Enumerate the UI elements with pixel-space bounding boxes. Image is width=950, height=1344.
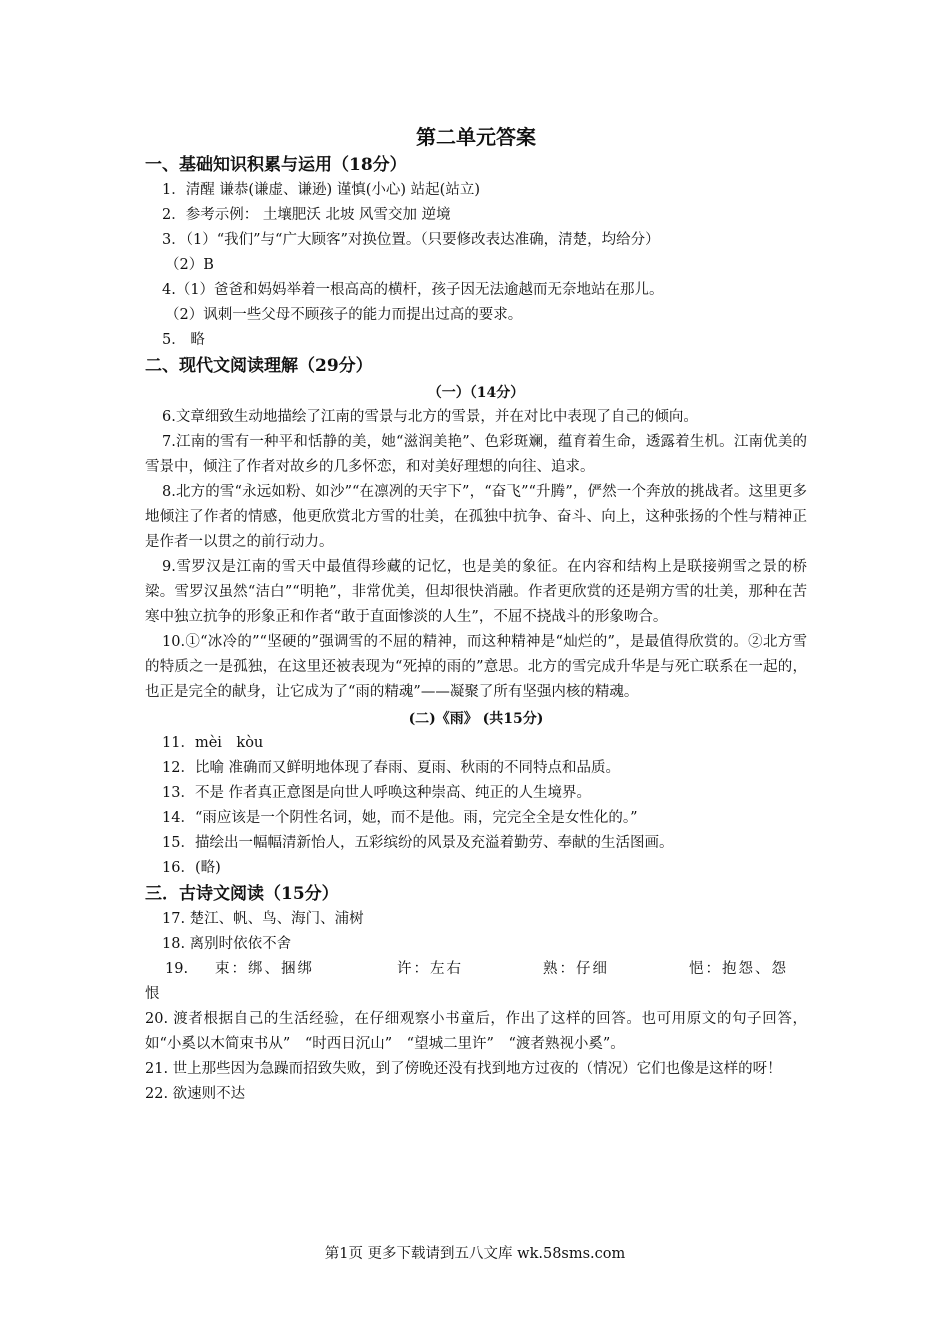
answer-4-1: 4.（1）爸爸和妈妈举着一根高高的横杆，孩子因无法逾越而无奈地站在那儿。: [162, 282, 664, 298]
answer-19-continuation: 恨: [145, 986, 160, 1002]
answer-10: 10.①“冰冷的”“坚硬的”强调雪的不屈的精神，而这种精神是“灿烂的”，是最值得欣赏的。②北方雪的特质之一是孤独，在这里还被表现为“死掉的雨的”意思。北方的雪完成升华是与死亡联系在一起的，也正是完全的献身，让它成为了“雨的精魂”——凝聚了所有坚强内核的精魂。: [145, 634, 807, 700]
section-heading-1: 一、基础知识积累与运用（18分）: [145, 155, 407, 175]
answer-6: 6.文章细致生动地描绘了江南的雪景与北方的雪景，并在对比中表现了自己的倾向。: [162, 409, 698, 425]
subsection-title-2: (二)《雨》 (共15分): [408, 711, 544, 727]
answer-19-item-d: 悒：抱怨、怨: [689, 961, 788, 977]
answer-21: 21. 世上那些因为急躁而招致失败，到了傍晚还没有找到地方过夜的（情况）它们也像是这样的呀！: [145, 1061, 782, 1077]
answer-7: 7.江南的雪有一种平和恬静的美，她“滋润美艳”、色彩斑斓，蕴育着生命，透露着生机。江南优美的雪景中，倾注了作者对故乡的几多怀恋，和对美好理想的向往、追求。: [145, 434, 807, 475]
answer-20: 20. 渡者根据自己的生活经验，在仔细观察小书童后，作出了这样的回答。也可用原文的句子回答，如“小奚以木简束书从” “时西日沉山” “望城二里许” “渡者熟视小奚”。: [145, 1011, 807, 1052]
answer-12: 12．比喻 准确而又鲜明地体现了春雨、夏雨、秋雨的不同特点和品质。: [162, 760, 621, 776]
answer-13: 13．不是 作者真正意图是向世人呼唤这种崇高、纯正的人生境界。: [162, 785, 592, 801]
answer-14: 14．“雨应该是一个阴性名词，她，而不是他。雨，完完全全是女性化的。”: [162, 810, 638, 826]
answer-9: 9.雪罗汉是江南的雪天中最值得珍藏的记忆，也是美的象征。在内容和结构上是联接朔雪之景的桥梁。雪罗汉虽然“洁白”“明艳”，非常优美，但却很快消融。作者更欣赏的还是朔方雪的壮美，那种在苦寒中独立抗争的形象正和作者“敢于直面惨淡的人生”，不屈不挠战斗的形象吻合。: [145, 559, 807, 625]
answer-19: [145, 957, 807, 982]
answer-2: 2．参考示例： 土壤肥沃 北坡 风雪交加 逆境: [162, 207, 451, 223]
answer-17: 17. 楚江、帆、鸟、海门、浦树: [162, 911, 364, 927]
answer-3-1: 3．（1）“我们”与“广大顾客”对换位置。（只要修改表达准确，清楚，均给分）: [162, 232, 660, 248]
subsection-title-1: （一）（14分）: [427, 385, 525, 401]
answer-16: 16．(略): [162, 860, 221, 876]
answer-18: 18. 离别时依依不舍: [162, 936, 292, 952]
answer-8: 8.北方的雪“永远如粉、如沙”“在凛冽的天宇下”，“奋飞”“升腾”，俨然一个奔放的挑战者。这里更多地倾注了作者的情感，他更欣赏北方雪的壮美，在孤独中抗争、奋斗、向上，这种张扬的个性与精神正是作者一以贯之的前行动力。: [145, 484, 807, 550]
page-footer: 第1页 更多下载请到五八文库 wk.58sms.com: [324, 1246, 626, 1262]
answer-4-2: （2）讽刺一些父母不顾孩子的能力而提出过高的要求。: [165, 307, 523, 323]
answer-11: 11．mèi kòu: [162, 735, 264, 751]
answer-19-item-c: 熟：仔细: [543, 961, 609, 977]
answer-15: 15．描绘出一幅幅清新怡人，五彩缤纷的风景及充溢着勤劳、奉献的生活图画。: [162, 835, 674, 851]
answer-1: 1．清醒 谦恭(谦虚、谦逊) 谨慎(小心) 站起(站立): [162, 182, 480, 198]
page-title: 第二单元答案: [416, 125, 536, 149]
answer-5: 5． 略: [162, 332, 205, 348]
answer-19-number: 19.: [165, 961, 189, 977]
answer-19-item-b: 许：左右: [397, 961, 463, 977]
answer-19-item-a: 束：绑、捆绑: [215, 961, 314, 977]
answer-22: 22. 欲速则不达: [145, 1086, 246, 1102]
section-heading-3: 三．古诗文阅读（15分）: [145, 884, 339, 904]
answer-3-2: （2）B: [165, 257, 214, 273]
section-heading-2: 二、现代文阅读理解（29分）: [145, 356, 373, 376]
document-content: [145, 122, 807, 1107]
